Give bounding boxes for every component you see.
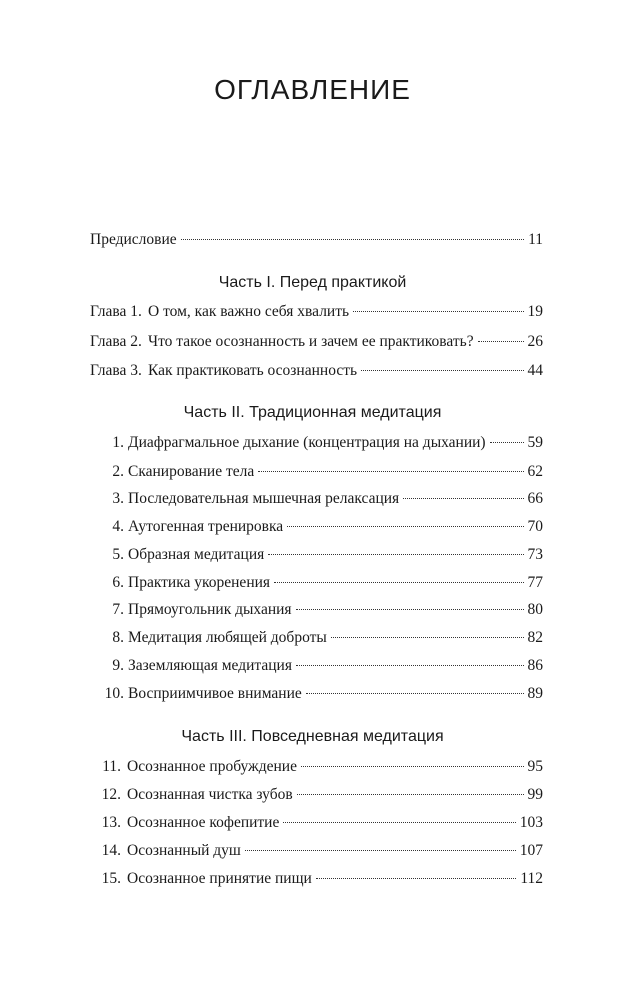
item-number: 14. bbox=[101, 842, 121, 859]
toc-entry-title: Осознанное принятие пищи bbox=[127, 870, 312, 887]
toc-entry-title: Заземляющая медитация bbox=[128, 657, 292, 674]
toc-page-number: 11 bbox=[528, 231, 543, 248]
toc-entry-3[interactable] bbox=[100, 488, 543, 510]
item-number: 2. bbox=[112, 463, 124, 480]
item-number: 3. bbox=[112, 490, 124, 507]
toc-entry-title: Диафрагмальное дыхание (концентрация на дыхании) bbox=[128, 434, 486, 451]
toc-page-number: 44 bbox=[527, 362, 543, 379]
toc-entry-title: Практика укоренения bbox=[128, 574, 271, 591]
dot-leader bbox=[306, 692, 524, 694]
toc-entry-title: Что такое осознанность и зачем ее практиковать? bbox=[148, 333, 474, 350]
toc-page-number: 70 bbox=[527, 518, 543, 535]
toc-page-number: 73 bbox=[527, 546, 543, 563]
dot-leader bbox=[287, 525, 523, 527]
toc-entry-5[interactable] bbox=[100, 544, 543, 566]
dot-leader bbox=[361, 369, 523, 371]
toc-page-number: 99 bbox=[527, 786, 543, 803]
toc-entry-14[interactable] bbox=[93, 840, 543, 862]
toc-page-number: 80 bbox=[527, 601, 543, 618]
toc-page-number: 82 bbox=[527, 629, 543, 646]
dot-leader bbox=[268, 553, 523, 555]
item-number: 12. bbox=[101, 786, 121, 803]
item-number: 7. bbox=[112, 601, 124, 618]
item-number: 5. bbox=[112, 546, 124, 563]
chapter-label: Глава 1. bbox=[90, 303, 142, 320]
toc-entry-chapter-2[interactable] bbox=[90, 331, 543, 353]
dot-leader bbox=[274, 581, 523, 583]
toc-entry-chapter-3[interactable] bbox=[90, 360, 543, 382]
item-number: 10. bbox=[104, 685, 124, 702]
toc-entry-title: Осознанная чистка зубов bbox=[127, 786, 293, 803]
dot-leader bbox=[245, 849, 516, 851]
toc-entry-15[interactable] bbox=[93, 868, 543, 890]
toc-page-number: 107 bbox=[519, 842, 543, 859]
dot-leader bbox=[353, 310, 523, 312]
toc-page-number: 95 bbox=[527, 758, 543, 775]
item-number: 9. bbox=[112, 657, 124, 674]
part-heading-2: Часть II. Традиционная медитация bbox=[183, 404, 442, 421]
item-number: 6. bbox=[112, 574, 124, 591]
toc-entry-title: Медитация любящей доброты bbox=[128, 629, 327, 646]
toc-entry-chapter-1[interactable] bbox=[90, 301, 543, 323]
toc-page-number: 59 bbox=[527, 434, 543, 451]
dot-leader bbox=[297, 793, 524, 795]
toc-entry-4[interactable] bbox=[100, 516, 543, 538]
item-number: 8. bbox=[112, 629, 124, 646]
item-number: 13. bbox=[101, 814, 121, 831]
page-title: ОГЛАВЛЕНИЕ bbox=[214, 74, 411, 105]
toc-entry-title: Предисловие bbox=[90, 231, 177, 248]
toc-page-number: 26 bbox=[527, 333, 543, 350]
toc-entry-title: Сканирование тела bbox=[128, 463, 255, 480]
dot-leader bbox=[181, 238, 524, 240]
dot-leader bbox=[283, 821, 515, 823]
toc-entry-1[interactable] bbox=[100, 432, 543, 454]
toc-entry-2[interactable] bbox=[100, 461, 543, 483]
toc-entry-title: Осознанный душ bbox=[127, 842, 241, 859]
toc-entry-title: Образная медитация bbox=[128, 546, 265, 563]
toc-page-number: 89 bbox=[527, 685, 543, 702]
item-number: 11. bbox=[102, 758, 121, 775]
toc-page-number: 103 bbox=[519, 814, 543, 831]
part-heading-1: Часть I. Перед практикой bbox=[218, 274, 407, 291]
toc-entry-title: О том, как важно себя хвалить bbox=[148, 303, 350, 320]
toc-page-number: 62 bbox=[527, 463, 543, 480]
toc-entry-title: Осознанное кофепитие bbox=[127, 814, 280, 831]
dot-leader bbox=[301, 765, 524, 767]
dot-leader bbox=[490, 441, 524, 443]
toc-entry-title: Аутогенная тренировка bbox=[128, 518, 284, 535]
toc-entry-8[interactable] bbox=[100, 627, 543, 649]
dot-leader bbox=[258, 470, 523, 472]
toc-page-number: 86 bbox=[527, 657, 543, 674]
toc-entry-11[interactable] bbox=[93, 756, 543, 778]
toc-page-number: 66 bbox=[527, 490, 543, 507]
toc-entry-7[interactable] bbox=[100, 599, 543, 621]
item-number: 4. bbox=[112, 518, 124, 535]
toc-page-number: 19 bbox=[527, 303, 543, 320]
toc-entry-9[interactable] bbox=[100, 655, 543, 677]
chapter-label: Глава 3. bbox=[90, 362, 142, 379]
dot-leader bbox=[403, 497, 523, 499]
toc-entry-10[interactable] bbox=[100, 683, 543, 705]
toc-entry-6[interactable] bbox=[100, 572, 543, 594]
dot-leader bbox=[296, 664, 524, 666]
item-number: 15. bbox=[101, 870, 121, 887]
dot-leader bbox=[296, 608, 524, 610]
toc-entry-13[interactable] bbox=[93, 812, 543, 834]
toc-entry-title: Прямоугольник дыхания bbox=[128, 601, 292, 618]
toc-entry-title: Восприимчивое внимание bbox=[128, 685, 302, 702]
toc-entry-title: Последовательная мышечная релаксация bbox=[128, 490, 400, 507]
dot-leader bbox=[478, 340, 524, 342]
dot-leader bbox=[316, 877, 517, 879]
toc-entry-title: Осознанное пробуждение bbox=[127, 758, 297, 775]
item-number: 1. bbox=[112, 434, 124, 451]
part-heading-3: Часть III. Повседневная медитация bbox=[181, 728, 444, 745]
dot-leader bbox=[331, 636, 524, 638]
toc-entry-title: Как практиковать осознанность bbox=[148, 362, 358, 379]
toc-page-number: 112 bbox=[520, 870, 543, 887]
toc-entry-12[interactable] bbox=[93, 784, 543, 806]
toc-page-number: 77 bbox=[527, 574, 543, 591]
chapter-label: Глава 2. bbox=[90, 333, 142, 350]
toc-entry-preface[interactable] bbox=[90, 229, 543, 251]
